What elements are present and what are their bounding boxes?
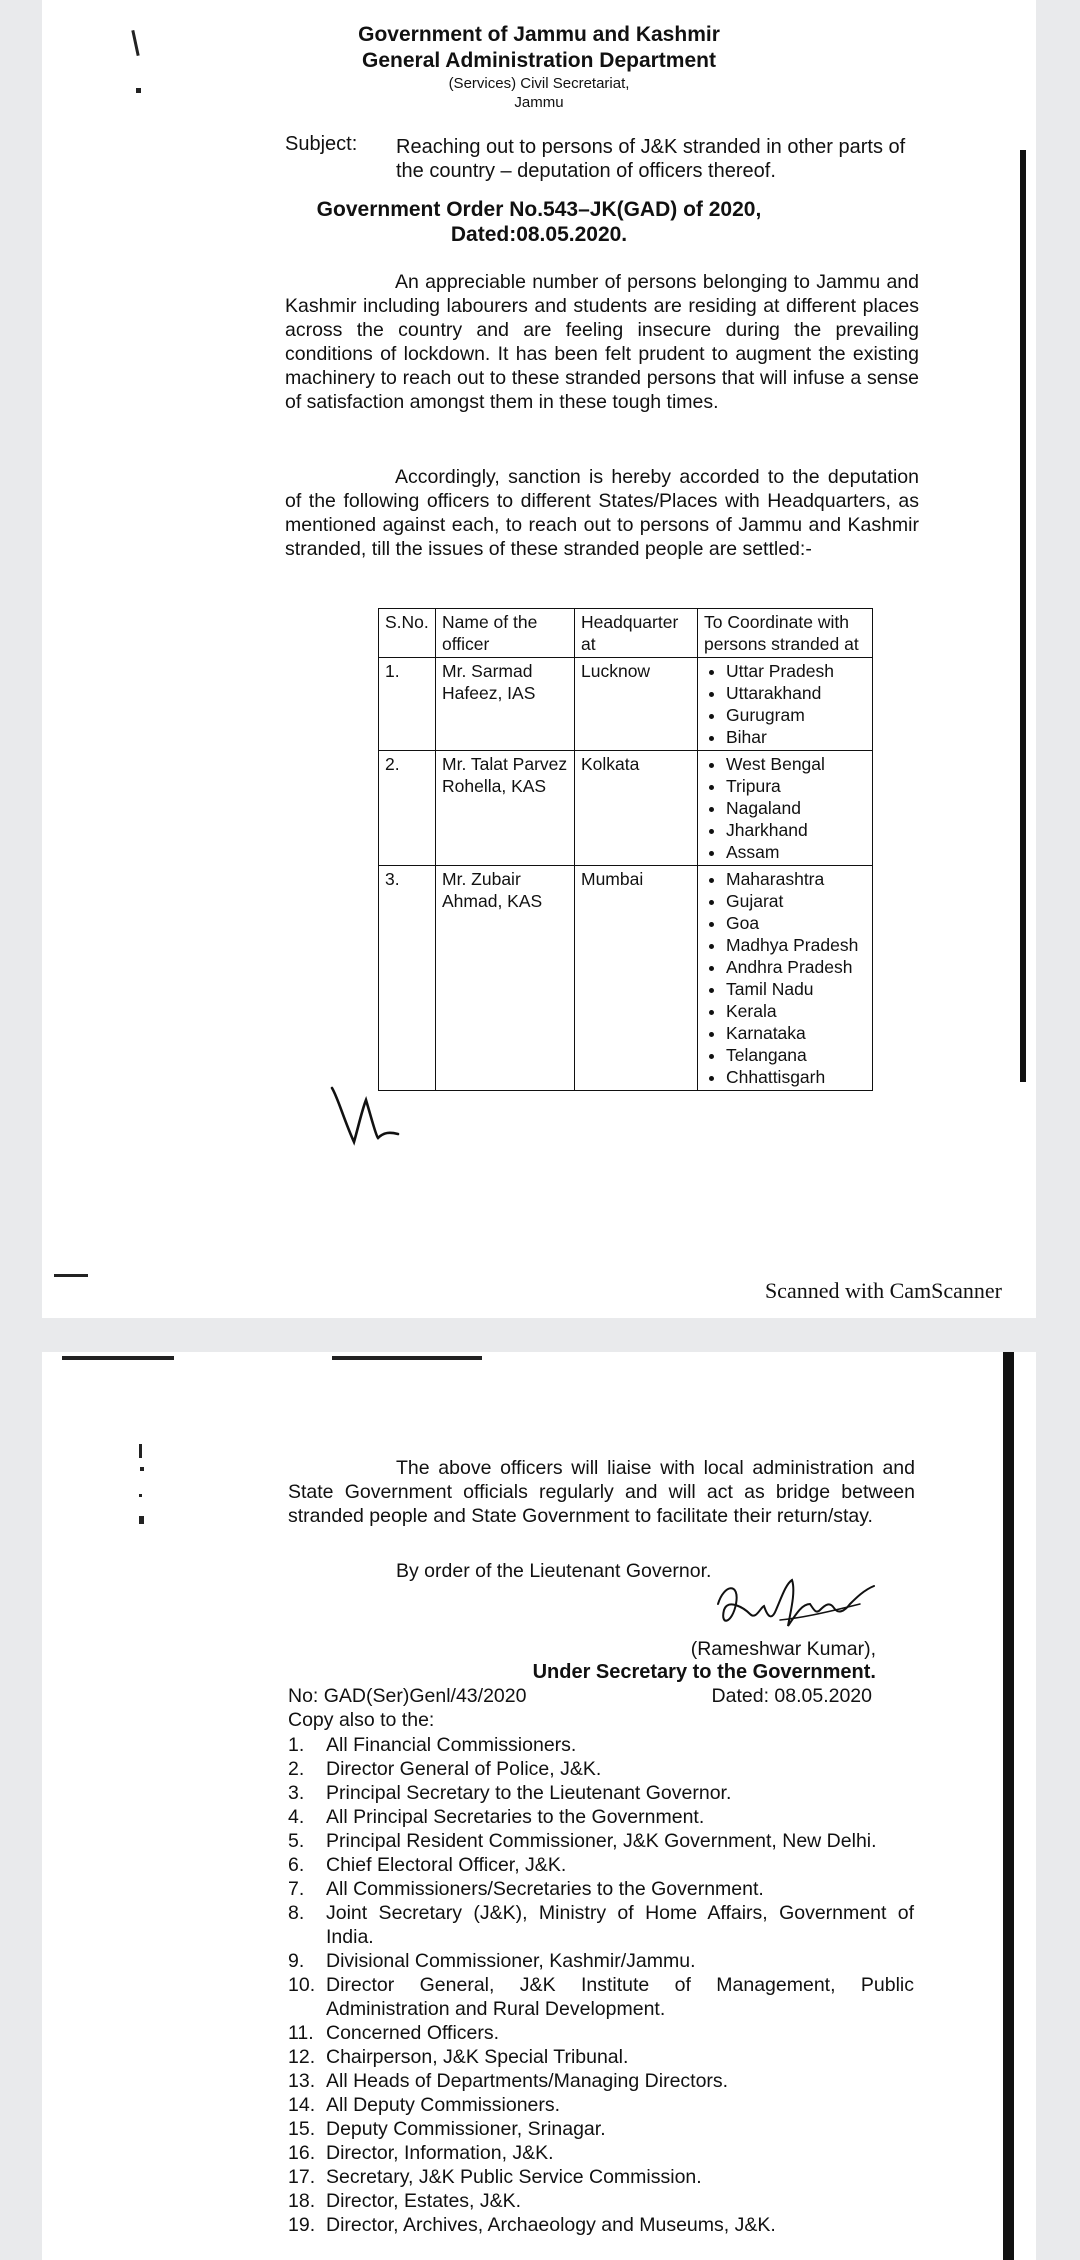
scan-mark — [139, 1444, 142, 1458]
list-item-number: 12. — [288, 2046, 316, 2068]
list-item-number: 6. — [288, 1854, 305, 1876]
copy-also-label: Copy also to the: — [288, 1709, 435, 1731]
list-item — [288, 1877, 914, 1901]
closing-paragraph-text: The above officers will liaise with local administration and State Government officials regularly and will act as bridge between stranded people and State Government to facilitate their return/stay. — [288, 1457, 915, 1527]
table-cell-name: Mr. Zubair Ahmad, KAS — [436, 866, 575, 1091]
table-header-row — [379, 609, 873, 658]
order-date: Dated:08.05.2020. — [450, 223, 628, 246]
table-row — [379, 866, 873, 1091]
list-item-number: 9. — [288, 1950, 305, 1972]
list-item-number: 11. — [288, 2022, 314, 2044]
list-item — [288, 2213, 914, 2237]
list-item-number: 2. — [288, 1758, 305, 1780]
list-item-number: 4. — [288, 1806, 305, 1828]
list-item — [288, 2141, 914, 2165]
list-item-number: 14. — [288, 2094, 316, 2116]
list-item-number: 1. — [288, 1734, 305, 1756]
table-row — [379, 658, 873, 751]
list-item-text: Secretary, J&K Public Service Commission. — [326, 2166, 702, 2188]
scan-edge-bar — [1020, 150, 1026, 1082]
list-item — [288, 2189, 914, 2213]
scan-edge-mark — [332, 1356, 482, 1360]
table-row — [379, 751, 873, 866]
list-item-text: All Heads of Departments/Managing Directors. — [326, 2070, 729, 2092]
list-item-number: 18. — [288, 2190, 316, 2212]
list-item-text: Director General of Police, J&K. — [326, 1758, 602, 1780]
header-title — [42, 22, 1036, 74]
list-item-text: All Financial Commissioners. — [326, 1734, 577, 1756]
list-item-text: Joint Secretary (J&K), Ministry of Home Affairs, Government of India. — [326, 1902, 914, 1948]
header-address — [42, 74, 1036, 112]
list-item-text: Chairperson, J&K Special Tribunal. — [326, 2046, 629, 2068]
list-item-text: Director, Information, J&K. — [326, 2142, 554, 2164]
list-item-number: 3. — [288, 1782, 305, 1804]
header-government: Government of Jammu and Kashmir — [358, 23, 720, 46]
list-item-text: Chief Electoral Officer, J&K. — [326, 1854, 567, 1876]
closing-paragraph — [288, 1456, 915, 1528]
table-header-sno: S.No. — [379, 609, 436, 658]
paragraph-1-text: An appreciable number of persons belonging to Jammu and Kashmir including labourers and students are residing at different places across the country and are feeling insecure during the prevailing conditions of lockdown. It has been felt prudent to augment the existing machinery to reach out to these stranded persons that will infuse a sense of satisfaction amongst them in these tough times. — [285, 271, 919, 413]
scan-edge-bar — [1003, 1352, 1014, 2260]
list-item-text: Principal Secretary to the Lieutenant Governor. — [326, 1782, 732, 1804]
paragraph-2 — [285, 465, 919, 561]
list-item-text: All Commissioners/Secretaries to the Government. — [326, 1878, 764, 1900]
state-item: • Kerala — [726, 1000, 866, 1022]
by-order-line: By order of the Lieutenant Governor. — [396, 1560, 712, 1582]
list-item — [288, 1757, 914, 1781]
table-cell-name: Mr. Talat Parvez Rohella, KAS — [436, 751, 575, 866]
state-item: • Bihar — [726, 726, 866, 748]
state-item: • Telangana — [726, 1044, 866, 1066]
state-item: • Assam — [726, 841, 866, 863]
list-item — [288, 2045, 914, 2069]
table-cell-hq: Mumbai — [575, 866, 698, 1091]
list-item-text: All Principal Secretaries to the Government. — [326, 1806, 705, 1828]
list-item — [288, 1781, 914, 1805]
list-item-number: 13. — [288, 2070, 316, 2092]
scan-mark — [140, 1467, 144, 1471]
officers-table — [378, 608, 873, 1091]
scan-mark — [54, 1274, 88, 1277]
scan-edge-mark — [62, 1356, 174, 1360]
table-header-hq: Headquarter at — [575, 609, 698, 658]
list-item-number: 15. — [288, 2118, 316, 2140]
list-item — [288, 1853, 914, 1877]
list-item — [288, 1733, 914, 1757]
list-item-text: Director, Estates, J&K. — [326, 2190, 522, 2212]
document-page-1 — [42, 0, 1036, 1318]
subject-text: Reaching out to persons of J&K stranded in other parts of the country – deputation of officers thereof. — [396, 136, 906, 182]
list-item — [288, 2093, 914, 2117]
paragraph-1 — [285, 270, 919, 414]
state-item: • Madhya Pradesh — [726, 934, 866, 956]
header-city: Jammu — [514, 94, 564, 111]
order-number: Government Order No.543–JK(GAD) of 2020, — [316, 198, 762, 221]
table-header-name: Name of the officer — [436, 609, 575, 658]
list-item-text: Principal Resident Commissioner, J&K Government, New Delhi. — [326, 1830, 877, 1852]
state-item: • Gujarat — [726, 890, 866, 912]
table-cell-hq: Lucknow — [575, 658, 698, 751]
state-item: • Karnataka — [726, 1022, 866, 1044]
document-number: No: GAD(Ser)Genl/43/2020 — [288, 1685, 527, 1707]
list-item-text: Divisional Commissioner, Kashmir/Jammu. — [326, 1950, 696, 1972]
signature — [710, 1574, 880, 1636]
list-item-number: 17. — [288, 2166, 316, 2188]
list-item — [288, 1901, 914, 1949]
list-item-text: Deputy Commissioner, Srinagar. — [326, 2118, 606, 2140]
table-cell-name: Mr. Sarmad Hafeez, IAS — [436, 658, 575, 751]
header-department: General Administration Department — [362, 49, 716, 72]
list-item-number: 16. — [288, 2142, 316, 2164]
state-item: • Uttarakhand — [726, 682, 866, 704]
table-cell-states — [698, 866, 873, 1091]
state-item: • West Bengal — [726, 753, 866, 775]
state-item: • Andhra Pradesh — [726, 956, 866, 978]
copy-list — [288, 1733, 914, 2237]
state-item: • Jharkhand — [726, 819, 866, 841]
header-secretariat: (Services) Civil Secretariat, — [448, 75, 630, 92]
list-item — [288, 2117, 914, 2141]
state-item: • Tamil Nadu — [726, 978, 866, 1000]
scan-mark — [139, 1516, 144, 1524]
state-item: • Maharashtra — [726, 868, 866, 890]
document-page-2 — [42, 1352, 1036, 2260]
list-item — [288, 2165, 914, 2189]
document-date: Dated: 08.05.2020 — [711, 1685, 872, 1707]
list-item-text: Director General, J&K Institute of Management, Public Administration and Rural Development. — [326, 1974, 914, 2020]
signatory-title: Under Secretary to the Government. — [532, 1661, 876, 1683]
list-item — [288, 1805, 914, 1829]
list-item-number: 7. — [288, 1878, 305, 1900]
list-item — [288, 2069, 914, 2093]
order-title-block — [42, 197, 1036, 247]
list-item-number: 5. — [288, 1830, 305, 1852]
table-cell-states — [698, 751, 873, 866]
list-item-number: 8. — [288, 1902, 305, 1924]
table-header-coordinate: To Coordinate with persons stranded at — [698, 609, 873, 658]
list-item — [288, 2021, 914, 2045]
table-cell-hq: Kolkata — [575, 751, 698, 866]
state-item: • Uttar Pradesh — [726, 660, 866, 682]
table-cell-sno: 2. — [379, 751, 436, 866]
list-item-number: 19. — [288, 2214, 316, 2236]
state-item: • Goa — [726, 912, 866, 934]
state-item: • Chhattisgarh — [726, 1066, 866, 1088]
list-item — [288, 1829, 914, 1853]
list-item-text: All Deputy Commissioners. — [326, 2094, 561, 2116]
table-cell-sno: 1. — [379, 658, 436, 751]
initials-mark — [328, 1080, 400, 1146]
table-cell-states — [698, 658, 873, 751]
state-item: • Nagaland — [726, 797, 866, 819]
list-item — [288, 1949, 914, 1973]
list-item-text: Concerned Officers. — [326, 2022, 500, 2044]
subject-label: Subject: — [285, 133, 358, 155]
table-cell-sno: 3. — [379, 866, 436, 1091]
list-item-number: 10. — [288, 1974, 316, 1996]
signatory-name: (Rameshwar Kumar), — [690, 1638, 876, 1660]
paragraph-2-text: Accordingly, sanction is hereby accorded to the deputation of the following officers to different States/Places with Headquarters, as mentioned against each, to reach out to persons of Jammu and Kashmir stranded, till the issues of these stranded people are settled:- — [285, 466, 919, 560]
state-item: • Tripura — [726, 775, 866, 797]
list-item-text: Director, Archives, Archaeology and Museums, J&K. — [326, 2214, 776, 2236]
list-item — [288, 1973, 914, 2021]
scan-watermark: Scanned with CamScanner — [764, 1278, 1002, 1303]
scan-mark — [139, 1494, 142, 1497]
state-item: • Gurugram — [726, 704, 866, 726]
